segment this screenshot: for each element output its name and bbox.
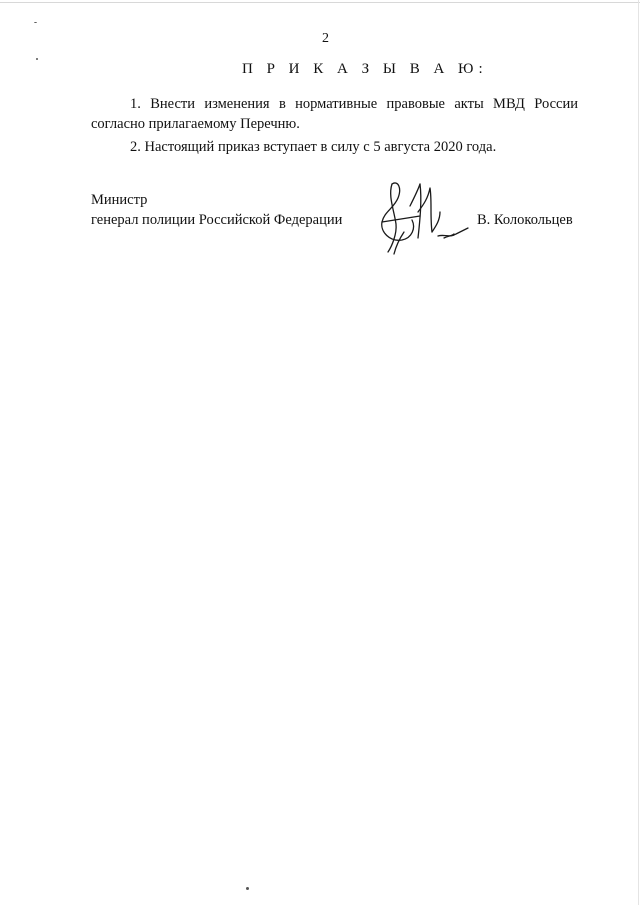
scan-speck — [34, 22, 37, 23]
scan-edge-top — [0, 2, 640, 3]
order-item-1-line-2: согласно прилагаемому Перечню. — [91, 116, 300, 132]
signer-name: В. Колокольцев — [477, 212, 573, 228]
handwritten-signature — [374, 176, 474, 256]
page-number: 2 — [322, 31, 329, 46]
order-item-2: 2. Настоящий приказ вступает в силу с 5 августа 2020 года. — [130, 139, 497, 155]
order-item-1-line-1: 1. Внести изменения в нормативные правовые акты МВД России — [130, 96, 578, 112]
signer-rank: генерал полиции Российской Федерации — [91, 212, 343, 228]
order-heading: П Р И К А З Ы В А Ю: — [242, 61, 488, 77]
scan-speck — [36, 58, 38, 60]
signer-title: Министр — [91, 192, 148, 208]
scan-edge-right — [638, 0, 639, 905]
scan-speck — [246, 887, 249, 890]
